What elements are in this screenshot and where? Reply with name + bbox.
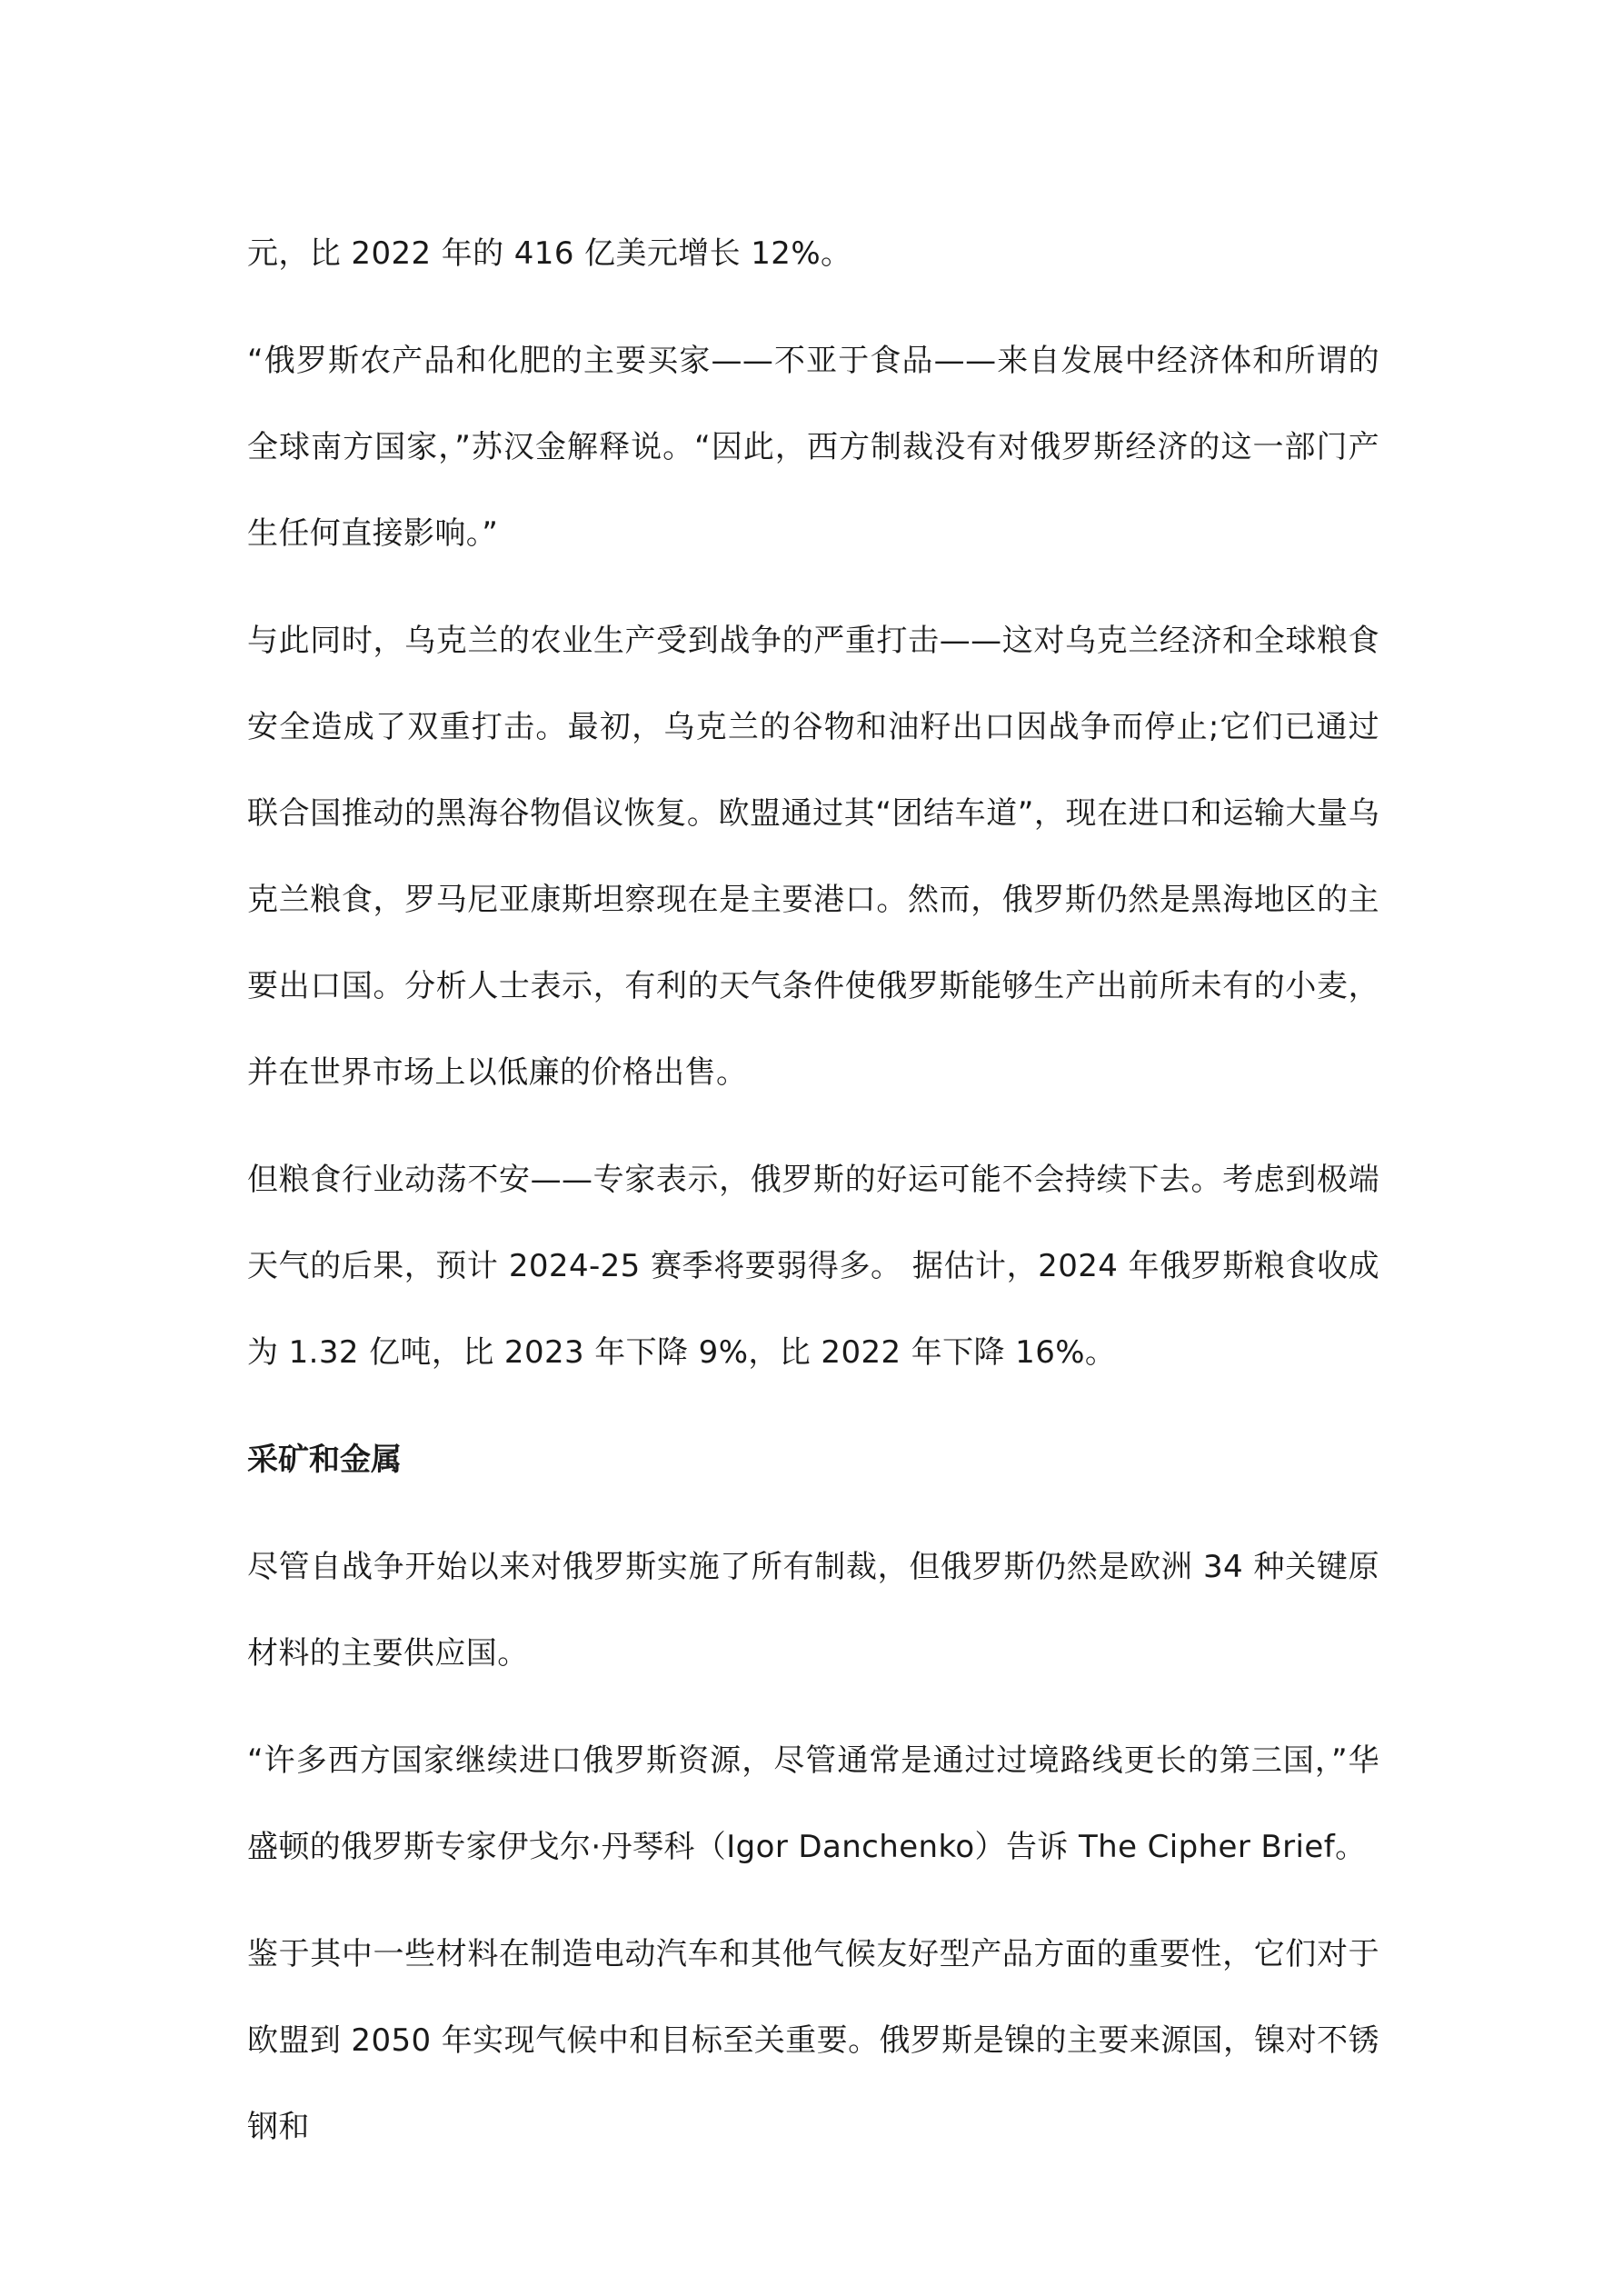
paragraph-grain-outlook: 但粮食行业动荡不安——专家表示，俄罗斯的好运可能不会持续下去。考虑到极端天气的后果，预计 2024-25 赛季将要弱得多。 据估计，2024 年俄罗斯粮食收成为 1.32 亿吨，比 2023 年下降 9%，比 2022 年下降 16%。 (247, 1162, 1379, 1371)
section-heading-mining-metals: 采矿和金属 (247, 1442, 402, 1478)
paragraph-buyers-quote: “俄罗斯农产品和化肥的主要买家——不亚于食品——来自发展中经济体和所谓的全球南方国家，”苏汉金解释说。“因此，西方制裁没有对俄罗斯经济的这一部门产生任何直接影响。” (247, 343, 1379, 552)
paragraph-ukraine-agriculture: 与此同时，乌克兰的农业生产受到战争的严重打击——这对乌克兰经济和全球粮食安全造成了双重打击。最初，乌克兰的谷物和油籽出口因战争而停止;它们已通过联合国推动的黑海谷物倡议恢复。欧盟通过其“团结车道”，现在进口和运输大量乌克兰粮食，罗马尼亚康斯坦察现在是主要港口。然而，俄罗斯仍然是黑海地区的主要出口国。分析人士表示，有利的天气条件使俄罗斯能够生产出前所未有的小麦，并在世界市场上以低廉的价格出售。 (247, 623, 1379, 1091)
paragraph-revenue-growth: 元，比 2022 年的 416 亿美元增长 12%。 (247, 235, 852, 272)
document-body (247, 211, 1379, 2191)
paragraph-climate-neutrality: 鉴于其中一些材料在制造电动汽车和其他气候友好型产品方面的重要性，它们对于欧盟到 2050 年实现气候中和目标至关重要。俄罗斯是镍的主要来源国，镍对不锈钢和 (247, 1936, 1379, 2145)
paragraph-raw-materials: 尽管自战争开始以来对俄罗斯实施了所有制裁，但俄罗斯仍然是欧洲 34 种关键原材料的主要供应国。 (247, 1549, 1379, 1672)
paragraph-danchenko-quote: “许多西方国家继续进口俄罗斯资源，尽管通常是通过过境路线更长的第三国，”华盛顿的俄罗斯专家伊戈尔·丹琴科（Igor Danchenko）告诉 The Cipher Brief。 (247, 1742, 1379, 1865)
